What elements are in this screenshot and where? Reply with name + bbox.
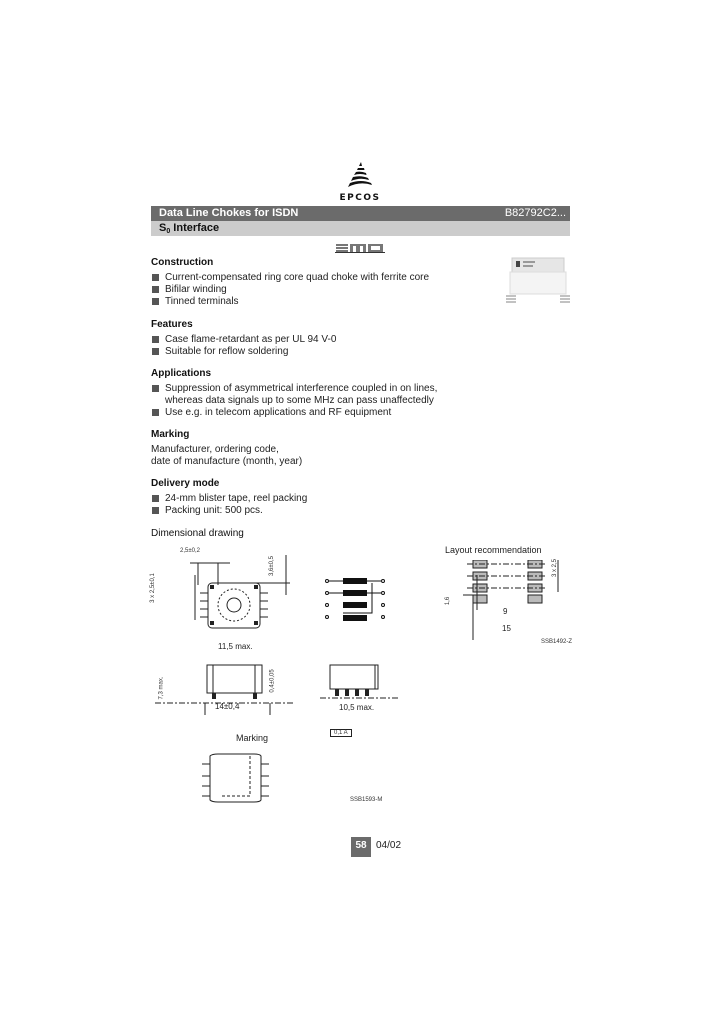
subtitle: $S_0$ Interface: [159, 222, 220, 235]
construction-heading: Construction: [151, 257, 214, 268]
dim-pins-span: 3 x 2,5±0,1: [149, 573, 156, 603]
list-item: 24-mm blister tape, reel packing: [151, 493, 471, 505]
edition-date: 04/02: [376, 840, 402, 851]
delivery-list: [151, 493, 471, 517]
schematic-drawing: [320, 575, 390, 630]
dim-lr-inner: 9: [503, 607, 508, 616]
list-item: Tinned terminals: [151, 296, 471, 308]
dim-length: 14±0,4: [215, 702, 240, 711]
winding-schematic-icon: [320, 575, 390, 625]
dim-lr-pad: 1,6: [445, 596, 452, 606]
features-list: [151, 334, 471, 358]
marking-heading: Marking: [151, 429, 190, 440]
list-item: Bifilar winding: [151, 284, 471, 296]
top-view-diagram-icon: [150, 545, 300, 655]
title-bar: [151, 206, 570, 221]
applications-heading: Applications: [151, 368, 212, 379]
applications-list: [151, 383, 471, 419]
drawing-heading: Dimensional drawing: [151, 528, 244, 539]
layout-label: Layout recommendation: [445, 545, 542, 555]
marking-area-diagram-icon: [198, 752, 273, 804]
marking-label: Marking: [236, 733, 269, 743]
list-item: Suppression of asymmetrical interference coupled in on lines, whereas data signals up to some MHz can pass unaffectedly: [151, 383, 471, 407]
list-item: Case flame-retardant as per UL 94 V-0: [151, 334, 471, 346]
epcos-triangle-icon: [345, 160, 375, 188]
brand-name: EPCOS: [339, 193, 381, 203]
dim-standoff: 0,4±0,05: [269, 669, 276, 693]
marking-text: Manufacturer, ordering code, date of manufacture (month, year): [151, 444, 303, 467]
subtitle-bar: [151, 221, 570, 236]
list-item: Current-compensated ring core quad choke with ferrite core: [151, 272, 471, 284]
dim-width-max: 11,5 max.: [218, 642, 253, 651]
pad-layout-icon: [455, 560, 580, 640]
main-drawing-code: SSB1593-M: [350, 797, 383, 803]
flatness-tolerance: 0,1 A: [330, 729, 352, 737]
dim-side-max: 10,5 max.: [339, 703, 375, 712]
list-item: Use e.g. in telecom applications and RF equipment: [151, 407, 471, 419]
layout-recommendation-drawing: [455, 560, 580, 645]
choke-component-icon: [506, 256, 570, 304]
dim-top-offset: 3,6±0,5: [268, 556, 275, 576]
epcos-logo: [330, 160, 390, 203]
marking-view-drawing: [198, 752, 273, 809]
layout-drawing-code: SSB1492-Z: [541, 639, 573, 645]
list-item: Suitable for reflow soldering: [151, 346, 471, 358]
dim-height-max: 7,3 max.: [158, 676, 165, 700]
features-heading: Features: [151, 319, 193, 330]
side-view-drawing: [150, 660, 300, 720]
dim-pin-pitch: 2,5±0,2: [180, 548, 200, 554]
document-title: Data Line Chokes for ISDN: [159, 207, 299, 219]
end-view-diagram-icon: [320, 662, 400, 707]
list-item: Packing unit: 500 pcs.: [151, 505, 471, 517]
page-number: 58: [351, 837, 371, 857]
dim-lr-pitch: 3 x 2,5: [552, 558, 559, 578]
product-photo: [506, 256, 570, 309]
smd-logo-icon: [335, 243, 385, 253]
construction-list: [151, 272, 471, 308]
part-number: B82792C2...: [504, 207, 566, 219]
delivery-heading: Delivery mode: [151, 478, 220, 489]
smd-badge: [335, 240, 385, 258]
dim-lr-outer: 15: [502, 624, 511, 633]
